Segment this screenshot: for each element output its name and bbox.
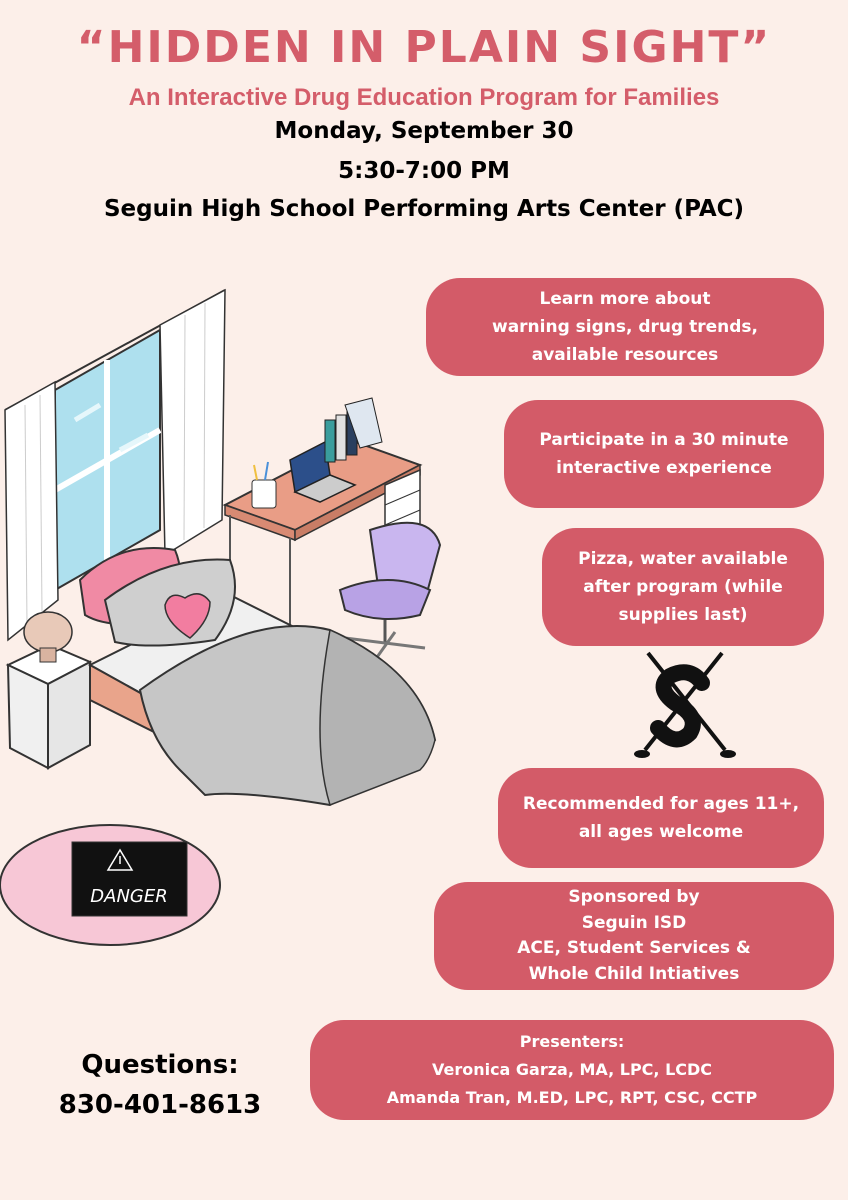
danger-sign-icon	[72, 842, 187, 916]
pill-line: Pizza, water available	[578, 549, 788, 569]
pill-line: Presenters:	[519, 1032, 625, 1051]
questions-label: Questions:	[81, 1050, 239, 1080]
pill-line: Whole Child Intiatives	[528, 963, 740, 984]
pill-line: Sponsored by	[568, 887, 700, 907]
pill-line: Participate in a 30 minute	[539, 430, 789, 450]
page-subtitle: An Interactive Drug Education Program for Families	[128, 84, 720, 111]
pill-line: supplies last)	[618, 605, 748, 625]
pill-line: after program (while	[583, 577, 783, 597]
info-pill-pizza	[542, 528, 824, 646]
event-location: Seguin High School Performing Arts Center (PAC)	[103, 196, 745, 222]
pill-line: Recommended for ages 11+,	[522, 794, 800, 814]
info-pill-learn	[426, 278, 824, 376]
event-date: Monday, September 30	[274, 118, 574, 144]
pill-line: ACE, Student Services &	[517, 938, 751, 958]
pill-line: Veronica Garza, MA, LPC, LCDC	[431, 1060, 713, 1079]
pill-line: Seguin ISD	[581, 912, 687, 933]
pill-line: Amanda Tran, M.ED, LPC, RPT, CSC, CCTP	[386, 1088, 758, 1107]
contact-phone[interactable]: 830-401-8613	[58, 1090, 262, 1120]
event-time: 5:30-7:00 PM	[338, 158, 510, 184]
pill-line: warning signs, drug trends,	[491, 317, 759, 337]
info-pill-ages	[498, 768, 824, 868]
pill-line: Learn more about	[539, 289, 711, 309]
pill-line: all ages welcome	[578, 822, 744, 842]
seguin-logo-icon	[630, 648, 740, 763]
pill-line: interactive experience	[556, 458, 772, 478]
info-pill-participate	[504, 400, 824, 508]
info-pill-presenters	[310, 1020, 834, 1120]
pill-line: available resources	[531, 345, 719, 365]
danger-sign-text: DANGER	[90, 886, 168, 907]
page-title: “HIDDEN IN PLAIN SIGHT”	[76, 22, 772, 73]
info-pill-sponsors	[434, 882, 834, 990]
bedroom-illustration	[0, 270, 470, 970]
